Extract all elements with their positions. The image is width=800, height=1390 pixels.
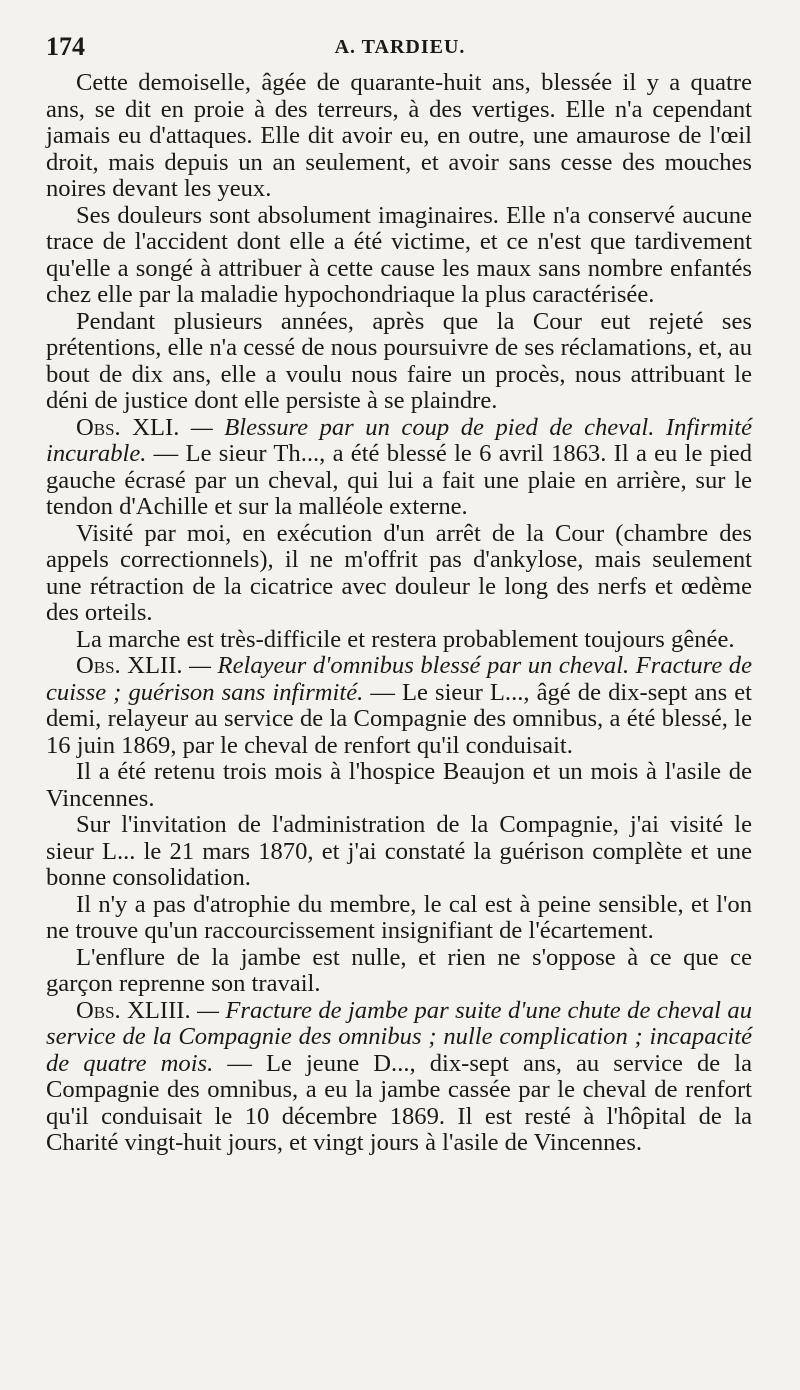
paragraph: Ses douleurs sont absolument imaginaires. Elle n'a conservé aucune trace de l'accident dont elle a été victime, et ce n'est que tardivement qu'elle a songé à attribuer à cette cause les maux sans nombre enfantés chez elle par la maladie hypochondriaque la plus caractérisée. [46,201,752,308]
observation-paragraph [46,415,752,521]
observation-text: — Le sieur Th..., a été blessé le 6 avril 1863. Il a eu le pied gauche écrasé par un cheval, qui lui a fait une plaie en arrière, sur le tendon d'Achille et sur la malléole externe. [46,440,752,520]
paragraph: La marche est très-difficile et restera probablement toujours gênée. [76,625,735,653]
observation-label: Obs. XLI. [76,413,180,441]
observation-label: Obs. XLII. [76,652,183,679]
paragraph: Il n'y a pas d'atrophie du membre, le cal est à peine sensible, et l'on ne trouve qu'un raccourcissement insignifiant de l'écartement. [46,890,752,944]
observation-text: — Le jeune D..., dix-sept ans, au service de la Compagnie des omnibus, a eu la jambe cassée par le cheval de renfort qu'il conduisait le 10 décembre 1869. Il est resté à l'hôpital de la Charité vingt-huit jours, et vingt jours à l'asile de Vincennes. [46,1049,752,1156]
paragraph: L'enflure de la jambe est nulle, et rien ne s'oppose à ce que ce garçon reprenne son travail. [46,943,752,997]
observation-label: Obs. XLIII. [76,996,191,1024]
paragraph: Pendant plusieurs années, après que la Cour eut rejeté ses prétentions, elle n'a cessé de nous poursuivre de ses réclamations, et, au bout de dix ans, elle a voulu nous faire un procès, nous attribuant le déni de justice dont elle persiste à se plaindre. [46,307,752,414]
observation-title: — Fracture de jambe par suite d'une chute de cheval au service de la Compagnie des omnibus ; nulle complication ; incapacité de quatre mois. [46,996,752,1077]
observation-paragraph [46,653,752,759]
observation-text: — Le sieur L..., âgé de dix-sept ans et demi, relayeur au service de la Compagnie des omnibus, a été blessé, le 16 juin 1869, par le cheval de renfort qu'il conduisait. [46,678,752,759]
observation-title: — Relayeur d'omnibus blessé par un cheval. Fracture de cuisse ; guérison sans infirmité. [46,652,753,706]
page-number: 174 [46,32,85,61]
paragraph: Visité par moi, en exécution d'un arrêt de la Cour (chambre des appels correctionnels), il ne m'offrit pas d'ankylose, mais seulement une rétraction de la cicatrice avec douleur le long des nerfs et œdème des orteils. [46,519,752,626]
page-header [46,24,754,64]
paragraph: Il a été retenu trois mois à l'hospice Beaujon et un mois à l'asile de Vincennes. [46,758,752,812]
observation-title: — Blessure par un coup de pied de cheval. Infirmité incurable. [46,413,752,467]
observation-paragraph [46,998,752,1157]
page-body [46,70,752,1157]
running-head: A. TARDIEU. [334,36,466,58]
paragraph: Sur l'invitation de l'administration de la Compagnie, j'ai visité le sieur L... le 21 mars 1870, et j'ai constaté la guérison complète et une bonne consolidation. [46,811,752,891]
paragraph: Cette demoiselle, âgée de quarante-huit ans, blessée il y a quatre ans, se dit en proie à des terreurs, à des vertiges. Elle n'a cependant jamais eu d'attaques. Elle dit avoir eu, en outre, une amaurose de l'œil droit, mais depuis un an seulement, et avoir sans cesse des mouches noires devant les yeux. [46,69,752,202]
